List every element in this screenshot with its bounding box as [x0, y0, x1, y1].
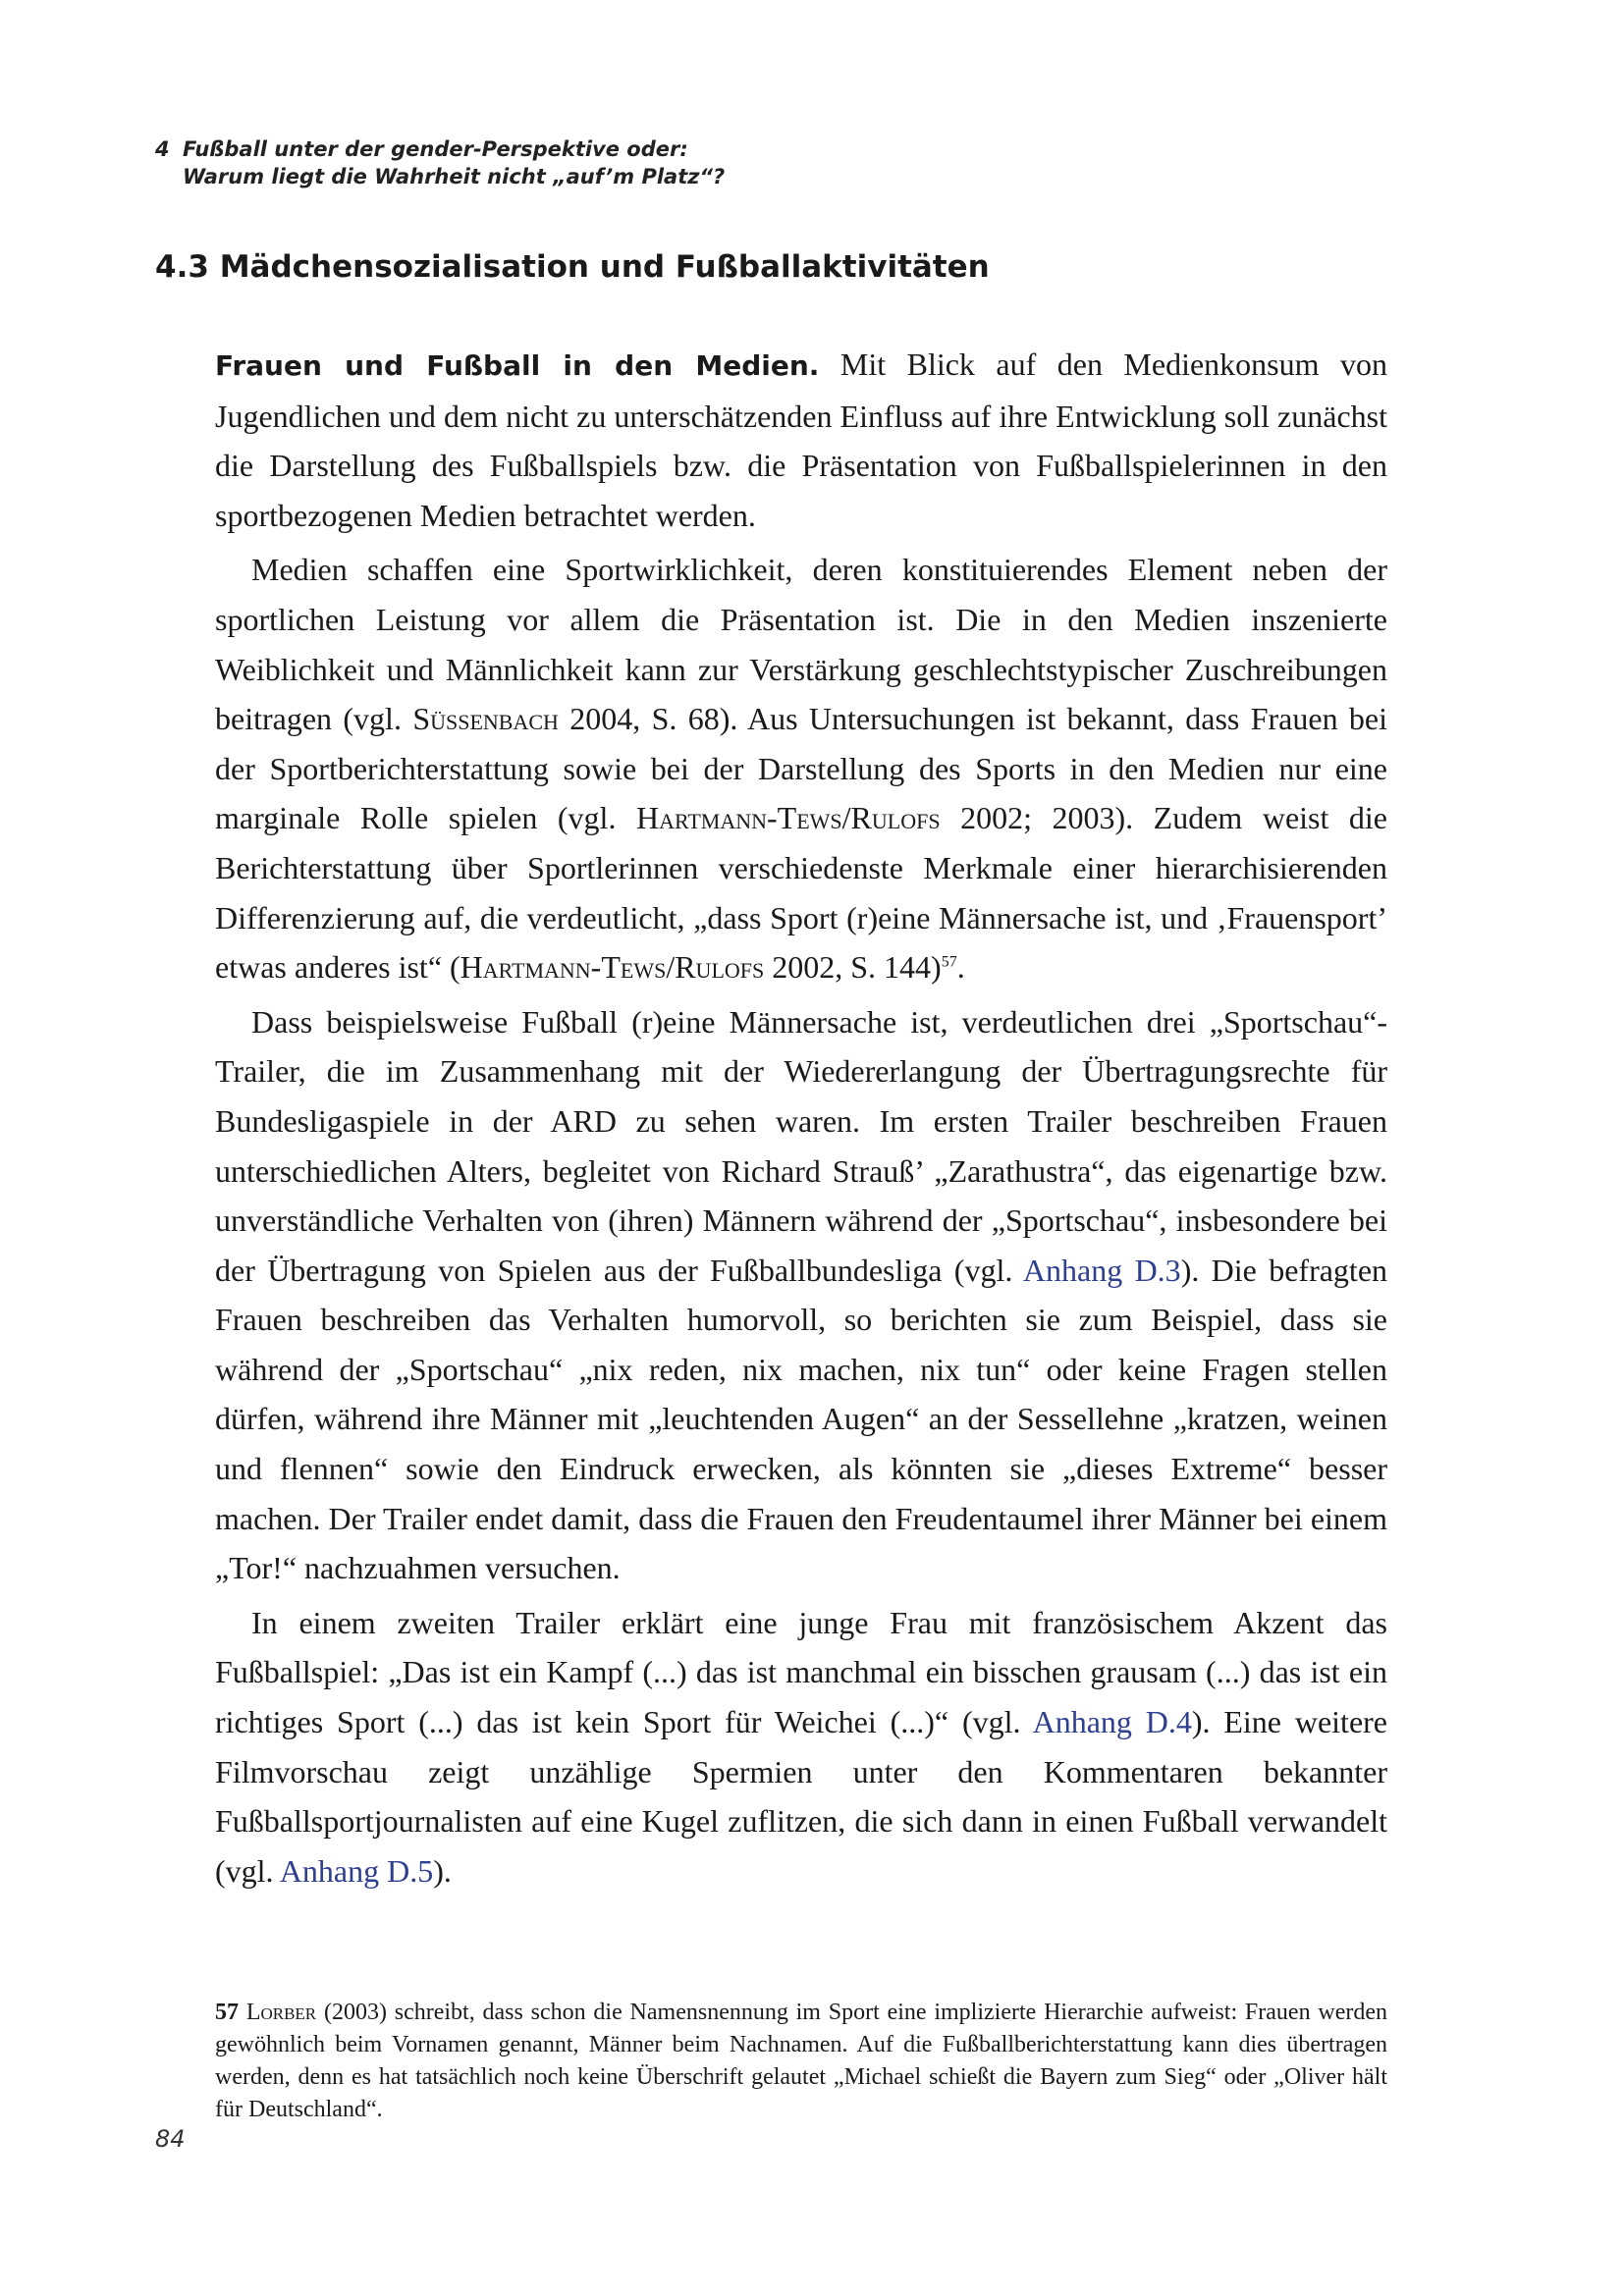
paragraph-4-text-1: In einem zweiten Trailer erklärt eine junge Frau mit französischem Akzent das Fußballspiel: „Das ist ein Kampf (...) das ist manchmal ein bisschen grausam (...) das ist ein richtiges Sport (...) das ist kein Sport für Weichei (...)“ (vgl.: [215, 1604, 1387, 1740]
footnote-reference-57[interactable]: 57: [941, 953, 957, 971]
paragraph-4-text-2: ). Eine weitere Filmvorschau zeigt unzählige Spermien unter den Kommentaren bekannter Fußballsportjournalisten auf eine Kugel zuflitzen, die sich dann in einen Fußball verwandelt (vgl.: [215, 1704, 1388, 1889]
link-anhang-d3[interactable]: Anhang D.3: [1022, 1252, 1181, 1288]
footnote-number: 57: [215, 2000, 239, 2025]
paragraph-3: [215, 997, 1387, 1593]
link-anhang-d5[interactable]: Anhang D.5: [279, 1852, 434, 1889]
paragraph-2-text-5: .: [956, 949, 965, 986]
link-anhang-d4[interactable]: Anhang D.4: [1032, 1704, 1192, 1740]
chapter-number: 4: [155, 137, 170, 161]
paragraph-2-text-1: Medien schaffen eine Sportwirklichkeit, deren konstituierendes Element neben der sportlichen Leistung vor allem die Präsentation ist. Die in den Medien inszenierte Weiblichkeit und Männlichkeit kann zur Verstärkung geschlechtstypischer Zuschreibungen beitragen (vgl.: [215, 552, 1387, 737]
paragraph-3-text-1: Dass beispielsweise Fußball (r)eine Männersache ist, verdeutlichen drei „Sportschau“-Trailer, die im Zusammenhang mit der Wiedererlangung der Übertragungsrechte für Bundesligaspiele in der ARD zu sehen waren. Im ersten Trailer beschreiben Frauen unterschiedlichen Alters, begleitet von Richard Strauß’ „Zarathustra“, das eigenartige bzw. unverständliche Verhalten von (ihren) Männern während der „Sportschau“, insbesondere bei der Übertragung von Spielen aus der Fußballbundesliga (vgl.: [215, 1003, 1387, 1288]
paragraph-2-text-2: 2004, S. 68). Aus Untersuchungen ist bekannt, dass Frauen bei der Sportberichterstattung sowie bei der Darstellung des Sports in den Medien nur eine marginale Rolle spielen (vgl.: [215, 701, 1388, 836]
running-head-line-1: Fußball unter der gender-Perspektive oder:: [183, 137, 688, 161]
paragraph-2-text-3: 2002; 2003). Zudem weist die Berichterstattung über Sportlerinnen verschiedenste Merkmale einer hierarchisierenden Differenzierung auf, die verdeutlicht, „dass Sport (r)eine Männersache ist, und ‚Frauensport’ etwas anderes ist“ (: [215, 800, 1388, 986]
paragraph-2-text-4: 2002, S. 144): [764, 949, 942, 986]
paragraph-2: [215, 545, 1387, 991]
run-in-heading: Frauen und Fußball in den Medien.: [215, 349, 820, 382]
paragraph-3-text-2: ). Die befragten Frauen beschreiben das Verhalten humorvoll, so berichten sie zum Beispiel, dass sie während der „Sportschau“ „nix reden, nix machen, nix tun“ oder keine Fragen stellen dürfen, während ihre Männer mit „leuchtenden Augen“ an der Sessellehne „kratzen, weinen und flennen“ sowie den Eindruck erwecken, als könnten sie „dieses Extreme“ besser machen. Der Trailer endet damit, dass die Frauen den Freudentaumel ihrer Männer bei einem „Tor!“ nachzuahmen versuchen.: [215, 1252, 1388, 1586]
page-number: 84: [155, 2125, 186, 2153]
citation-author-hartmann-tews-1: Hartmann-Tews/Rulofs: [635, 800, 941, 836]
paragraph-1: [215, 340, 1387, 540]
footnote-text: (2003) schreibt, dass schon die Namensnennung im Sport eine implizierte Hierarchie aufweist: Frauen werden gewöhnlich beim Vornamen genannt, Männer beim Nachnamen. Auf die Fußballberichterstattung kann dies übertragen werden, denn es hat tatsächlich noch keine Überschrift gelautet „Michael schießt die Bayern zum Sieg“ oder „Oliver hält für Deutschland“.: [215, 2000, 1388, 2122]
running-head-line-2: Warum liegt die Wahrheit nicht „auf’m Platz“?: [183, 165, 726, 188]
citation-author-suessenbach: Süßenbach: [412, 701, 559, 737]
footnote-57: [215, 1997, 1387, 2126]
section-title: 4.3 Mädchensozialisation und Fußballaktivitäten: [155, 249, 990, 285]
running-head: [155, 135, 1039, 190]
citation-author-hartmann-tews-2: Hartmann-Tews/Rulofs: [460, 949, 765, 986]
paragraph-4-text-3: ).: [433, 1852, 452, 1889]
paragraph-1-text: Mit Blick auf den Medienkonsum von Jugendlichen und dem nicht zu unterschätzenden Einfluss auf ihre Entwicklung soll zunächst die Darstellung des Fußballspiels bzw. die Präsentation von Fußballspielerinnen in den sportbezogenen Medien betrachtet werden.: [215, 347, 1387, 533]
footnote-author-lorber: Lorber: [245, 2000, 317, 2025]
paragraph-4: [215, 1598, 1387, 1896]
body-text: [215, 340, 1387, 1900]
